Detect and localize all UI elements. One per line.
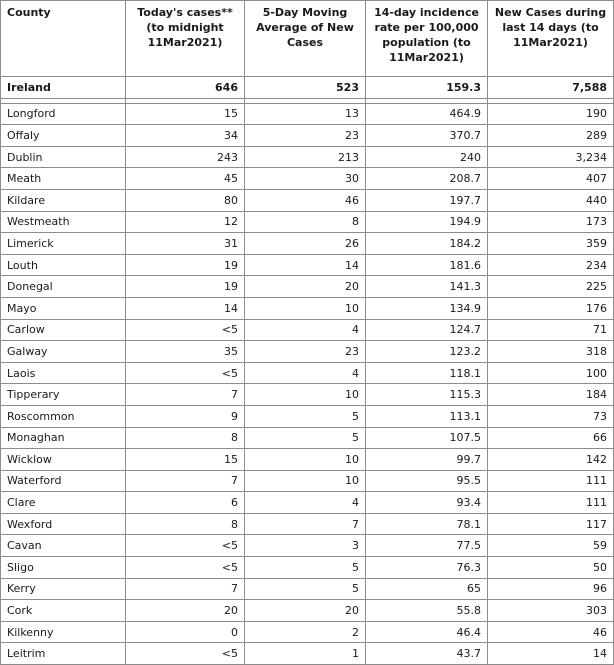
cell-new-cases-14-days: 173 xyxy=(488,211,614,233)
cell-incidence-rate: 99.7 xyxy=(366,449,488,471)
cell-incidence-rate: 141.3 xyxy=(366,276,488,298)
cell-todays-cases: 15 xyxy=(126,103,245,125)
table-row xyxy=(1,168,614,190)
cell-new-cases-14-days: 71 xyxy=(488,319,614,341)
cell-todays-cases: 7 xyxy=(126,470,245,492)
header-new-cases-14-days: New Cases during last 14 days (to 11Mar2021) xyxy=(488,1,614,77)
cell-county: Laois xyxy=(1,362,126,384)
cell-moving-average: 23 xyxy=(245,125,366,147)
cell-todays-cases: 80 xyxy=(126,189,245,211)
cell-incidence-rate: 65 xyxy=(366,578,488,600)
cell-incidence-rate: 93.4 xyxy=(366,492,488,514)
cell-incidence-rate: 113.1 xyxy=(366,405,488,427)
cell-moving-average: 4 xyxy=(245,362,366,384)
cell-moving-average: 10 xyxy=(245,470,366,492)
cell-county: Mayo xyxy=(1,297,126,319)
cell-todays-cases: 7 xyxy=(126,384,245,406)
cell-new-cases-14-days: 359 xyxy=(488,233,614,255)
cell-moving-average: 13 xyxy=(245,103,366,125)
cell-moving-average: 5 xyxy=(245,427,366,449)
cell-moving-average: 4 xyxy=(245,492,366,514)
cell-incidence-rate: 55.8 xyxy=(366,600,488,622)
cell-todays-cases: 6 xyxy=(126,492,245,514)
cell-todays-cases: <5 xyxy=(126,557,245,579)
cell-county: Tipperary xyxy=(1,384,126,406)
cell-incidence-rate: 370.7 xyxy=(366,125,488,147)
cell-county: Clare xyxy=(1,492,126,514)
cell-moving-average: 10 xyxy=(245,297,366,319)
table-row xyxy=(1,146,614,168)
table-row xyxy=(1,276,614,298)
table-row xyxy=(1,600,614,622)
cell-todays-cases: 19 xyxy=(126,276,245,298)
cell-todays-cases: 15 xyxy=(126,449,245,471)
table-row xyxy=(1,211,614,233)
cell-county: Offaly xyxy=(1,125,126,147)
cell-moving-average: 10 xyxy=(245,384,366,406)
cell-new-cases-14-days: 59 xyxy=(488,535,614,557)
cell-todays-cases: 14 xyxy=(126,297,245,319)
cell-county: Donegal xyxy=(1,276,126,298)
cell-county: Monaghan xyxy=(1,427,126,449)
cell-incidence-rate: 43.7 xyxy=(366,643,488,665)
cell-new-cases-14-days: 66 xyxy=(488,427,614,449)
cell-moving-average: 20 xyxy=(245,276,366,298)
table-row xyxy=(1,125,614,147)
cell-moving-average: 1 xyxy=(245,643,366,665)
cell-incidence-rate: 134.9 xyxy=(366,297,488,319)
cell-moving-average: 2 xyxy=(245,621,366,643)
cell-todays-cases: 0 xyxy=(126,621,245,643)
cell-moving-average: 4 xyxy=(245,319,366,341)
cell-incidence-rate: 123.2 xyxy=(366,341,488,363)
cell-incidence-rate: 115.3 xyxy=(366,384,488,406)
table-row xyxy=(1,513,614,535)
cell-todays-cases: 34 xyxy=(126,125,245,147)
cell-todays-cases: 7 xyxy=(126,578,245,600)
cell-new-cases-14-days: 111 xyxy=(488,470,614,492)
header-todays-cases: Today's cases** (to midnight 11Mar2021) xyxy=(126,1,245,77)
cell-county: Westmeath xyxy=(1,211,126,233)
cell-incidence-rate: 194.9 xyxy=(366,211,488,233)
table-row xyxy=(1,470,614,492)
cell-county: Cavan xyxy=(1,535,126,557)
cell-county: Waterford xyxy=(1,470,126,492)
cell-moving-average: 5 xyxy=(245,557,366,579)
cell-todays-cases: 45 xyxy=(126,168,245,190)
cell-new-cases-14-days: 303 xyxy=(488,600,614,622)
cell-todays-cases: <5 xyxy=(126,362,245,384)
cell-new-cases-14-days: 176 xyxy=(488,297,614,319)
table-body xyxy=(1,77,614,665)
table-row xyxy=(1,233,614,255)
table-row xyxy=(1,449,614,471)
cell-moving-average: 8 xyxy=(245,211,366,233)
cell-moving-average: 30 xyxy=(245,168,366,190)
cell-county: Leitrim xyxy=(1,643,126,665)
table-row xyxy=(1,103,614,125)
cell-moving-average: 20 xyxy=(245,600,366,622)
table-row xyxy=(1,384,614,406)
cell-new-cases-14-days: 14 xyxy=(488,643,614,665)
table-row xyxy=(1,557,614,579)
cell-todays-cases: 20 xyxy=(126,600,245,622)
cell-county: Wexford xyxy=(1,513,126,535)
cell-county: Ireland xyxy=(1,77,126,99)
cell-county: Wicklow xyxy=(1,449,126,471)
total-row xyxy=(1,77,614,99)
cell-new-cases-14-days: 117 xyxy=(488,513,614,535)
cell-incidence-rate: 464.9 xyxy=(366,103,488,125)
cell-county: Kerry xyxy=(1,578,126,600)
header-row xyxy=(1,1,614,77)
cell-todays-cases: <5 xyxy=(126,643,245,665)
table-row xyxy=(1,319,614,341)
cell-todays-cases: 12 xyxy=(126,211,245,233)
cell-incidence-rate: 184.2 xyxy=(366,233,488,255)
cell-moving-average: 5 xyxy=(245,405,366,427)
table-row xyxy=(1,643,614,665)
cell-todays-cases: 646 xyxy=(126,77,245,99)
cell-new-cases-14-days: 407 xyxy=(488,168,614,190)
cell-moving-average: 213 xyxy=(245,146,366,168)
header-incidence-rate: 14-day incidence rate per 100,000 population (to 11Mar2021) xyxy=(366,1,488,77)
cell-county: Galway xyxy=(1,341,126,363)
cell-incidence-rate: 208.7 xyxy=(366,168,488,190)
cell-new-cases-14-days: 225 xyxy=(488,276,614,298)
table-row xyxy=(1,297,614,319)
cell-new-cases-14-days: 184 xyxy=(488,384,614,406)
cell-new-cases-14-days: 96 xyxy=(488,578,614,600)
cell-new-cases-14-days: 318 xyxy=(488,341,614,363)
cell-county: Sligo xyxy=(1,557,126,579)
table-row xyxy=(1,254,614,276)
cell-new-cases-14-days: 46 xyxy=(488,621,614,643)
cell-new-cases-14-days: 289 xyxy=(488,125,614,147)
cell-moving-average: 14 xyxy=(245,254,366,276)
cell-new-cases-14-days: 50 xyxy=(488,557,614,579)
cell-moving-average: 7 xyxy=(245,513,366,535)
cell-county: Kildare xyxy=(1,189,126,211)
cell-todays-cases: <5 xyxy=(126,535,245,557)
cell-moving-average: 10 xyxy=(245,449,366,471)
cell-county: Carlow xyxy=(1,319,126,341)
cell-incidence-rate: 159.3 xyxy=(366,77,488,99)
cell-incidence-rate: 76.3 xyxy=(366,557,488,579)
header-county: County xyxy=(1,1,126,77)
cell-todays-cases: 19 xyxy=(126,254,245,276)
table-row xyxy=(1,341,614,363)
cell-county: Cork xyxy=(1,600,126,622)
cell-new-cases-14-days: 190 xyxy=(488,103,614,125)
table-row xyxy=(1,492,614,514)
cell-moving-average: 3 xyxy=(245,535,366,557)
cell-county: Louth xyxy=(1,254,126,276)
cell-new-cases-14-days: 111 xyxy=(488,492,614,514)
cell-county: Limerick xyxy=(1,233,126,255)
cell-moving-average: 23 xyxy=(245,341,366,363)
cell-county: Roscommon xyxy=(1,405,126,427)
cell-incidence-rate: 78.1 xyxy=(366,513,488,535)
cell-incidence-rate: 181.6 xyxy=(366,254,488,276)
cell-moving-average: 5 xyxy=(245,578,366,600)
cell-todays-cases: 35 xyxy=(126,341,245,363)
cell-incidence-rate: 197.7 xyxy=(366,189,488,211)
table-row xyxy=(1,405,614,427)
cell-new-cases-14-days: 73 xyxy=(488,405,614,427)
cell-new-cases-14-days: 142 xyxy=(488,449,614,471)
cell-todays-cases: 8 xyxy=(126,427,245,449)
cell-county: Longford xyxy=(1,103,126,125)
cell-county: Dublin xyxy=(1,146,126,168)
cell-todays-cases: 8 xyxy=(126,513,245,535)
cell-new-cases-14-days: 234 xyxy=(488,254,614,276)
table-row xyxy=(1,427,614,449)
cell-todays-cases: 9 xyxy=(126,405,245,427)
cell-incidence-rate: 240 xyxy=(366,146,488,168)
table-row xyxy=(1,189,614,211)
cell-todays-cases: 31 xyxy=(126,233,245,255)
cell-county: Meath xyxy=(1,168,126,190)
cell-moving-average: 46 xyxy=(245,189,366,211)
cell-incidence-rate: 124.7 xyxy=(366,319,488,341)
cell-incidence-rate: 46.4 xyxy=(366,621,488,643)
table-row xyxy=(1,578,614,600)
cell-moving-average: 523 xyxy=(245,77,366,99)
cell-new-cases-14-days: 7,588 xyxy=(488,77,614,99)
header-moving-average: 5-Day Moving Average of New Cases xyxy=(245,1,366,77)
cell-incidence-rate: 77.5 xyxy=(366,535,488,557)
table-row xyxy=(1,621,614,643)
cell-todays-cases: <5 xyxy=(126,319,245,341)
cell-new-cases-14-days: 3,234 xyxy=(488,146,614,168)
cell-new-cases-14-days: 440 xyxy=(488,189,614,211)
table-row xyxy=(1,362,614,384)
cell-county: Kilkenny xyxy=(1,621,126,643)
cell-new-cases-14-days: 100 xyxy=(488,362,614,384)
cell-incidence-rate: 118.1 xyxy=(366,362,488,384)
cell-todays-cases: 243 xyxy=(126,146,245,168)
table-row xyxy=(1,535,614,557)
cell-moving-average: 26 xyxy=(245,233,366,255)
cell-incidence-rate: 107.5 xyxy=(366,427,488,449)
cell-incidence-rate: 95.5 xyxy=(366,470,488,492)
